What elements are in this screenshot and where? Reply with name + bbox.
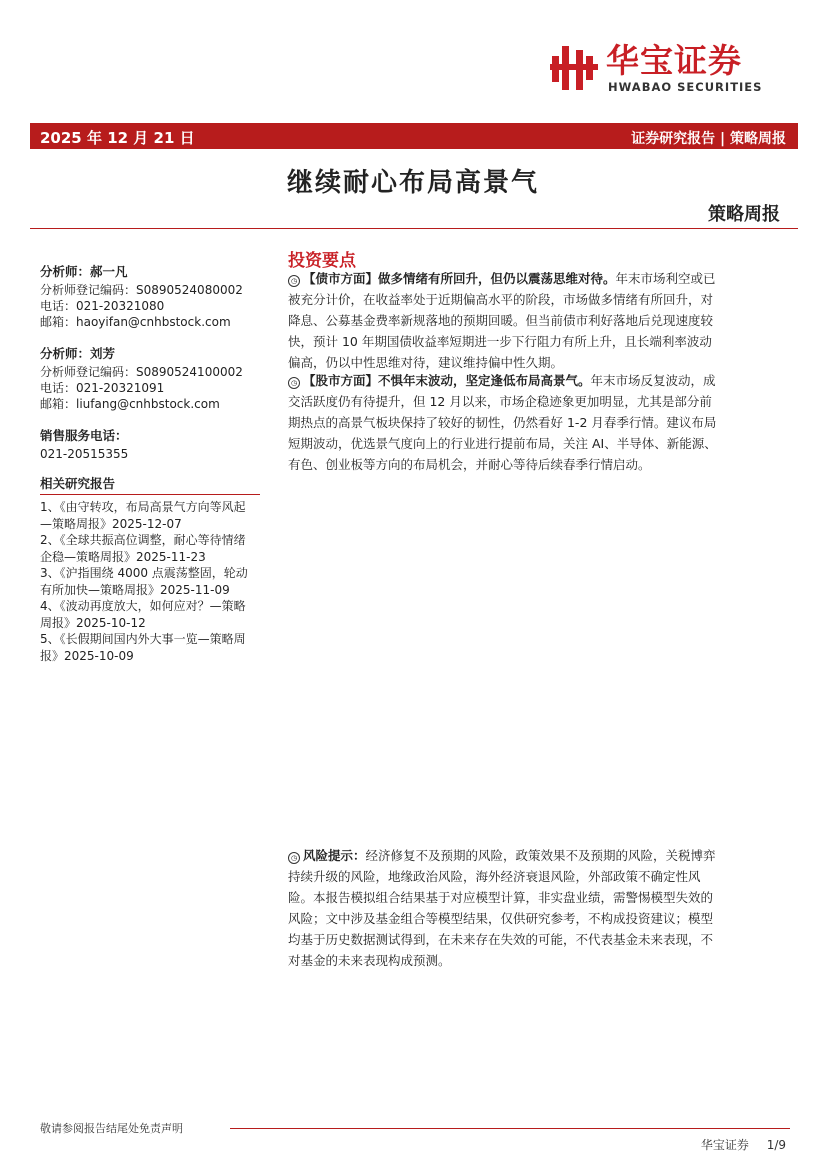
analyst-email[interactable]: 邮箱：liufang@cnhbstock.com [40, 397, 220, 411]
key-points-heading: 投资要点 [288, 251, 356, 271]
clock-bullet-icon: ◷ [288, 275, 300, 287]
logo-name-cn: 华宝证券 [606, 41, 742, 80]
stock-market-paragraph: ◷ 【股市方面】不惧年末波动，坚定逢低布局高景气。年末市场反复波动，成 交活跃度仍有待提升，但 12 月以来，市场企稳迹象更加明显，尤其是部分前 期热点的高景气板块保持了较好的韧性，仍然看好 1-2 月春季行情。建议布局 短期波动，优选景气度向上的行业进行提前布局，关注 AI、半导体、新能源、 有色、创业板等方向的布局机会，并耐心等待后续春季行情启动。 [288, 373, 717, 472]
related-item[interactable]: 4、《波动再度放大，如何应对？—策略 周报》2025-10-12 [40, 599, 246, 630]
report-date: 2025 年 12 月 21 日 [40, 129, 195, 147]
analyst-phone: 电话：021-20321091 [40, 381, 165, 395]
clock-bullet-icon: ◷ [288, 852, 300, 864]
sales-phone: 021-20515355 [40, 447, 129, 461]
related-divider [40, 494, 260, 495]
footer-disclaimer[interactable]: 敬请参阅报告结尾处免责声明 [40, 1122, 183, 1135]
bond-lead: 【债市方面】做多情绪有所回升，但仍以震荡思维对待。 [303, 271, 616, 286]
report-type: 证券研究报告 | 策略周报 [631, 131, 786, 147]
page-number: 1/9 [766, 1138, 786, 1152]
analyst-block-2 [40, 346, 260, 412]
logo-mark-icon [548, 42, 600, 94]
analyst-cert: 分析师登记编码：S0890524080002 [40, 283, 243, 297]
sales-label: 销售服务电话： [40, 428, 128, 443]
title-divider [30, 228, 798, 229]
page-title: 继续耐心布局高景气 [286, 168, 539, 198]
bond-market-paragraph: ◷ 【债市方面】做多情绪有所回升，但仍以震荡思维对待。年末市场利空或已 被充分计价，在收益率处于近期偏高水平的阶段，市场做多情绪有所回升，对 降息、公募基金费率新规落地的预期回暖。但当前债市利好落地后兑现速度较 快，预计 10 年期国债收益率短期进一步下行阻力有所上升，且长端利率波动 偏高，仍以中性思维对待，建议维持偏中性久期。 [288, 271, 716, 370]
analyst-name: 分析师：郝一凡 [40, 264, 128, 279]
related-item[interactable]: 3、《沪指围绕 4000 点震荡整固，轮动 有所加快—策略周报》2025-11-09 [40, 566, 248, 597]
analyst-phone: 电话：021-20321080 [40, 299, 165, 313]
related-heading: 相关研究报告 [40, 476, 116, 491]
footer-brand: 华宝证券 [700, 1138, 749, 1152]
page-subtitle: 策略周报 [708, 204, 780, 225]
related-item[interactable]: 2、《全球共振高位调整，耐心等待情绪 企稳—策略周报》2025-11-23 [40, 533, 246, 564]
related-item[interactable]: 1、《由守转攻，布局高景气方向等风起 —策略周报》2025-12-07 [40, 500, 246, 531]
clock-bullet-icon: ◷ [288, 377, 300, 389]
related-item[interactable]: 5、《长假期间国内外大事一览—策略周 报》2025-10-09 [40, 632, 246, 663]
related-heading-block [40, 476, 260, 492]
analyst-block-1 [40, 264, 260, 330]
sales-block [40, 428, 260, 462]
analyst-email[interactable]: 邮箱：haoyifan@cnhbstock.com [40, 315, 231, 329]
risk-warning-paragraph: ◷ 风险提示：经济修复不及预期的风险，政策效果不及预期的风险，关税博弈 持续升级的风险，地缘政治风险，海外经济衰退风险，外部政策不确定性风 险。本报告模拟组合结果基于对应模型计算，非实盘业绩，需警惕模型失效的 风险；文中涉及基金组合等模型结果，仅供研究参考，不构成投资建议；模型 均基于历史数据测试得到，在未来存在失效的可能，不代表基金未来表现，不 对基金的未来表现构成预测。 [288, 848, 716, 968]
analyst-cert: 分析师登记编码：S0890524100002 [40, 365, 243, 379]
footer-divider [230, 1128, 790, 1129]
footer-page-info [701, 1136, 786, 1153]
logo-name-en: HWABAO SECURITIES [608, 80, 763, 94]
risk-lead: 风险提示： [303, 848, 366, 863]
stock-lead: 【股市方面】不惧年末波动，坚定逢低布局高景气。 [303, 373, 591, 388]
analyst-name: 分析师：刘芳 [40, 346, 116, 361]
related-list [40, 499, 262, 664]
